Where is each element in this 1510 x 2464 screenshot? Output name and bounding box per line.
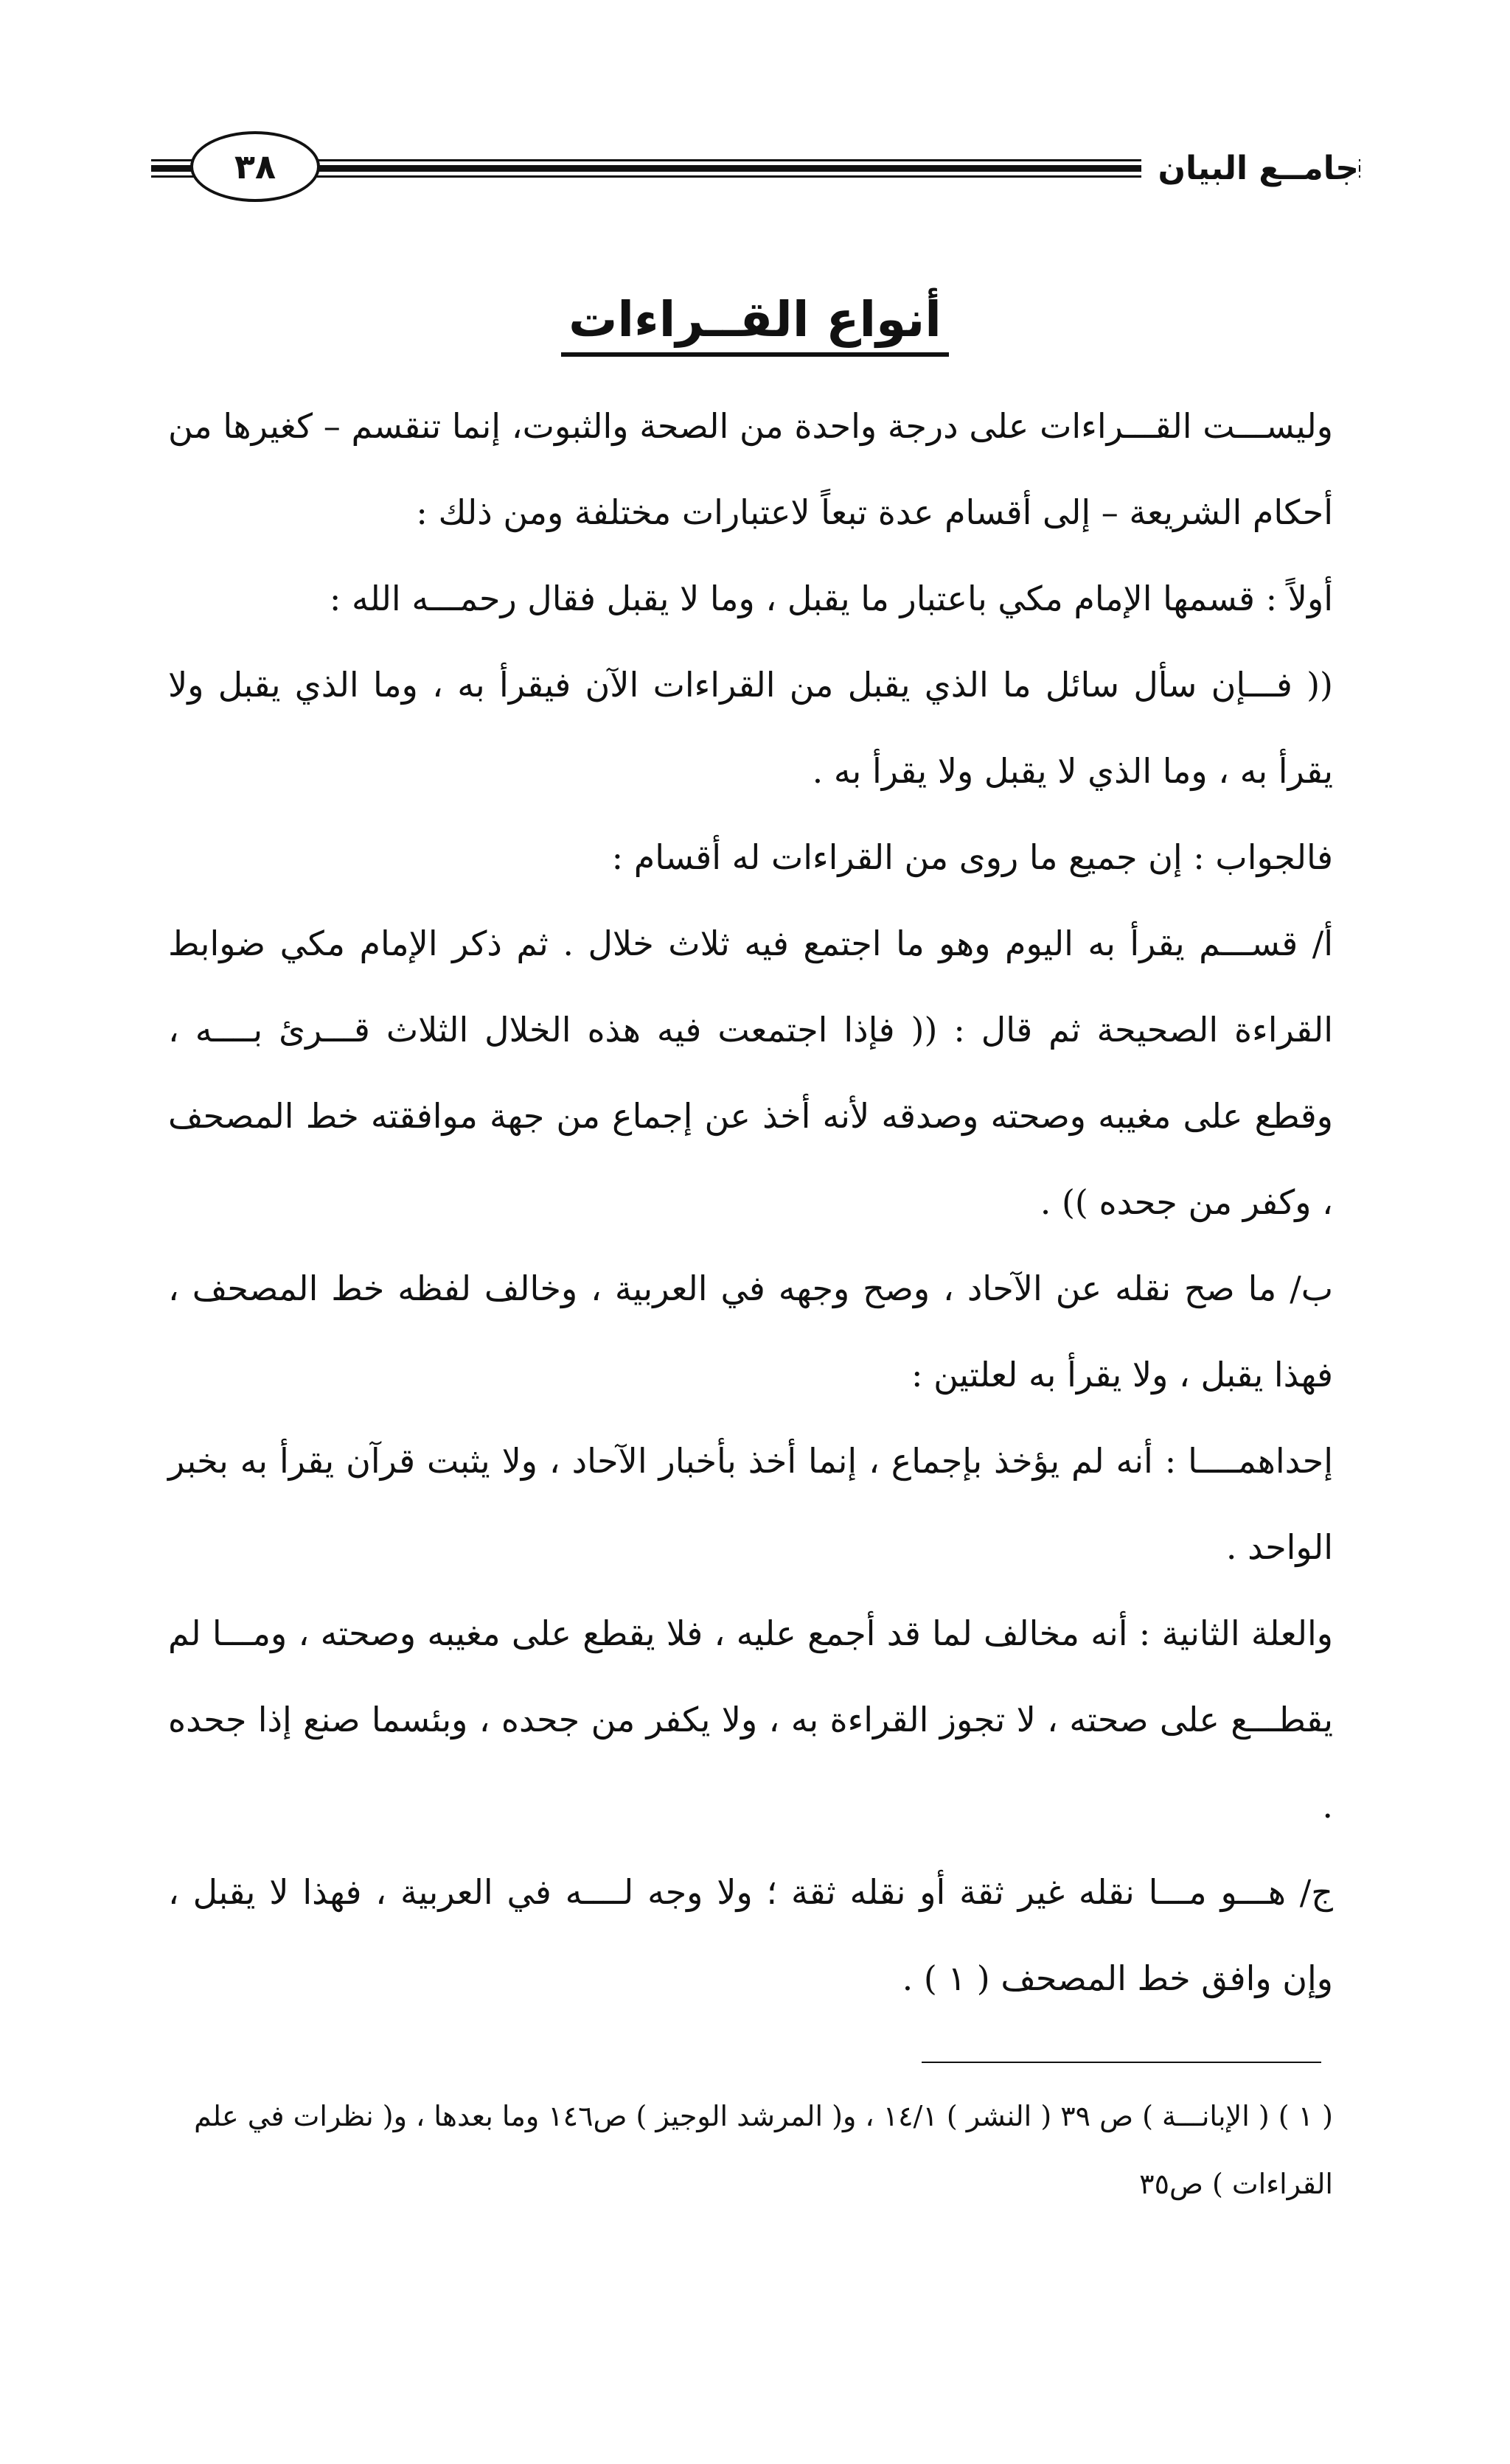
paragraph-category-c: ج/ هـــو مـــا نقله غير ثقة أو نقله ثقة ؛ ولا وجه لــــه في العربية ، فهذا لا يقبل ، وإن وافق خط المصحف ( ١ ) .: [168, 1872, 1333, 1998]
paragraph-answer: فالجواب : إن جميع ما روى من القراءات له أقسام :: [611, 837, 1333, 877]
page-number: ٣٨: [234, 147, 276, 186]
paragraph-first-division: أولاً : قسمها الإمام مكي باعتبار ما يقبل ، وما لا يقبل فقال رحمـــه الله :: [329, 579, 1333, 618]
running-title: جامــع البيان: [1141, 150, 1359, 187]
paragraph-category-b: ب/ ما صح نقله عن الآحاد ، وصح وجهه في العربية ، وخالف لفظه خط المصحف ، فهذا يقبل ، ولا يقرأ به لعلتين :: [168, 1268, 1333, 1395]
paragraph-first-reason: إحداهمــــا : أنه لم يؤخذ بإجماع ، إنما أخذ بأخبار الآحاد ، ولا يثبت قرآن يقرأ به بخبر الواحد .: [168, 1441, 1333, 1567]
footnotes: [168, 2082, 1333, 2218]
page-number-oval: [190, 131, 320, 202]
chapter-title-wrap: [0, 291, 1510, 348]
footnote-separator: [922, 2062, 1321, 2063]
body-text: [168, 383, 1333, 2022]
paragraph-category-a: أ/ قســـم يقرأ به اليوم وهو ما اجتمع فيه ثلاث خلال . ثم ذكر الإمام مكي ضوابط القراءة الصحيحة ثم قال : (( فإذا اجتمعت فيه هذه الخلال الثلاث قـــرئ بــــه ، وقطع على مغيبه وصحته وصدقه لأنه أخذ عن إجماع من جهة موافقته خط المصحف ، وكفر من جحده )) .: [168, 924, 1333, 1222]
paragraph-quote-question: (( فـــإن سأل سائل ما الذي يقبل من القراءات الآن فيقرأ به ، وما الذي يقبل ولا يقرأ به ، وما الذي لا يقبل ولا يقرأ به .: [168, 665, 1333, 791]
chapter-title: أنواع القــراءات: [561, 291, 949, 357]
paragraph-second-reason: والعلة الثانية : أنه مخالف لما قد أجمع عليه ، فلا يقطع على مغيبه وصحته ، ومـــا لم يقطـــع على صحته ، لا تجوز القراءة به ، ولا يكفر من جحده ، وبئسما صنع إذا جحده .: [168, 1613, 1333, 1826]
paragraph-intro: وليســـت القـــراءات على درجة واحدة من الصحة والثبوت، إنما تنقسم – كغيرها من أحكام الشريعة – إلى أقسام عدة تبعاً لاعتبارات مختلفة ومن ذلك :: [168, 406, 1333, 532]
footnote-1: ( ١ ) ( الإبانـــة ) ص ٣٩ ( النشر ) ١٤/١ ، و( المرشد الوجيز ) ص١٤٦ وما بعدها ، و( نظرات في علم القراءات ) ص٣٥: [194, 2100, 1333, 2200]
